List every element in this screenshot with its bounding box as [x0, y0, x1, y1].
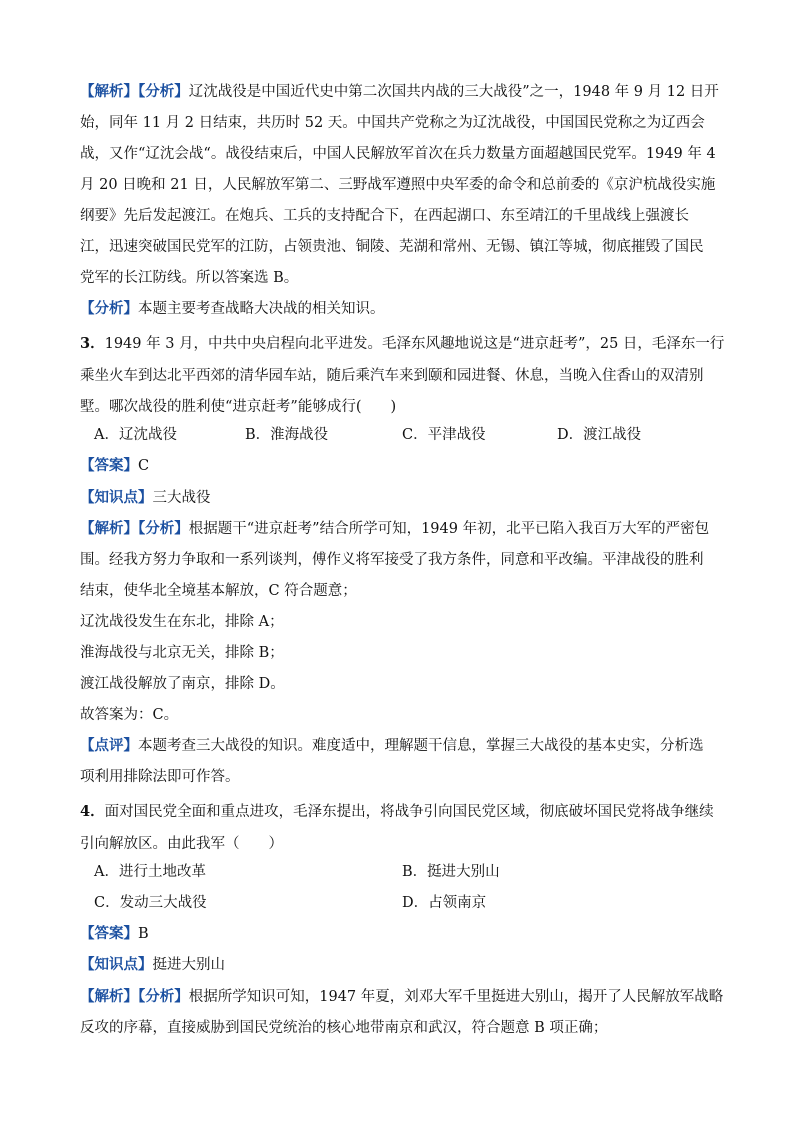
text-line: 结束，使华北全境基本解放，C 符合题意； [80, 583, 357, 599]
tag-jiexi: 【解析】 [80, 83, 138, 100]
tag-jiexi: 【解析】 [80, 520, 138, 537]
question-3 [80, 332, 724, 356]
answer-line [80, 454, 149, 478]
option-a: A．辽沈战役 [94, 427, 177, 443]
analysis-line [80, 80, 719, 104]
option-c: C．发动三大战役 [94, 895, 207, 911]
tag-dianping: 【点评】 [80, 737, 138, 754]
text-line: 辽沈战役发生在东北，排除 A； [80, 614, 284, 630]
tag-daan: 【答案】 [80, 457, 138, 474]
analysis-line [80, 985, 723, 1009]
knowledge-value: 挺进大别山 [152, 957, 225, 973]
text-line: 渡江战役解放了南京，排除 D。 [80, 676, 285, 692]
text-line: 项利用排除法即可作答。 [80, 769, 240, 785]
knowledge-line [80, 953, 225, 977]
text-line: 乘坐火车到达北平西郊的清华园车站，随后乘汽车来到颐和园进餐、休息，当晚入住香山的双清别 [80, 368, 704, 384]
text-line: 战，又作“辽沈会战“。战役结束后，中国人民解放军首次在兵力数量方面超越国民党军。1949 年 4 [80, 146, 716, 162]
tag-fenxi: 【分析】 [138, 83, 189, 100]
text: 本题考查三大战役的知识。难度适中，理解题干信息，掌握三大战役的基本史实，分析选 [138, 738, 704, 754]
text-line: 党军的长江防线。所以答案选 B。 [80, 270, 299, 286]
question-number: 3． [80, 335, 105, 352]
text: 辽沈战役是中国近代史中第二次国共内战的三大战役”之一，1948 年 9 月 12 日开 [188, 84, 719, 100]
knowledge-line [80, 486, 211, 510]
text-line: 故答案为：C。 [80, 707, 179, 723]
comment-line [80, 734, 704, 758]
analysis-line [80, 517, 709, 541]
option-c: C．平津战役 [402, 427, 486, 443]
question-number: 4． [80, 803, 105, 820]
knowledge-value: 三大战役 [152, 490, 211, 506]
tag-daan: 【答案】 [80, 925, 138, 942]
tag-fenxi: 【分析】 [138, 520, 189, 537]
text-line: 月 20 日晚和 21 日，人民解放军第二、三野战军遵照中央军委的命令和总前委的《京沪杭战役实施 [80, 177, 716, 193]
text-line: 纲要》先后发起渡江。在炮兵、工兵的支持配合下，在西起湖口、东至靖江的千里战线上强渡长 [80, 208, 689, 224]
tag-jiexi: 【解析】 [80, 988, 138, 1005]
text: 本题主要考查战略大决战的相关知识。 [138, 301, 385, 317]
option-d: D．渡江战役 [557, 427, 642, 443]
analysis-line [80, 297, 385, 321]
question-text: 面对国民党全面和重点进攻，毛泽东提出，将战争引向国民党区域，彻底破坏国民党将战争继续 [104, 804, 714, 820]
answer-value: C [138, 458, 150, 474]
text: 根据题干“进京赶考”结合所学可知，1949 年初，北平已陷入我百万大军的严密包 [188, 521, 710, 537]
option-b: B．挺进大别山 [402, 864, 500, 880]
tag-zhishidian: 【知识点】 [80, 489, 153, 506]
text-line: 淮海战役与北京无关，排除 B； [80, 645, 284, 661]
question-4 [80, 800, 714, 824]
option-a: A．进行土地改革 [94, 864, 206, 880]
text-line: 始，同年 11 月 2 日结束，共历时 52 天。中国共产党称之为辽沈战役，中国国民党称之为辽西会 [80, 115, 705, 131]
text-line: 反攻的序幕，直接威胁到国民党统治的核心地带南京和武汉，符合题意 B 项正确； [80, 1020, 608, 1036]
tag-zhishidian: 【知识点】 [80, 956, 153, 973]
tag-fenxi: 【分析】 [138, 988, 189, 1005]
option-b: B．淮海战役 [245, 427, 329, 443]
tag-fenxi: 【分析】 [80, 300, 138, 317]
question-text: 1949 年 3 月，中共中央启程向北平进发。毛泽东风趣地说这是“进京赶考”，25 日，毛泽东一行 [104, 336, 725, 352]
text-line: 墅。哪次战役的胜利使“进京赶考”能够成行( ) [80, 399, 397, 415]
text-line: 江，迅速突破国民党军的江防，占领贵池、铜陵、芜湖和常州、无锡、镇江等城，彻底摧毁了国民 [80, 239, 704, 255]
answer-value: B [138, 926, 149, 942]
answer-line [80, 922, 149, 946]
text-line: 围。经我方努力争取和一系列谈判，傅作义将军接受了我方条件，同意和平改编。平津战役的胜利 [80, 552, 704, 568]
option-d: D．占领南京 [402, 895, 487, 911]
text-line: 引向解放区。由此我军（ ） [80, 836, 283, 852]
text: 根据所学知识可知，1947 年夏，刘邓大军千里挺进大别山，揭开了人民解放军战略 [188, 989, 724, 1005]
